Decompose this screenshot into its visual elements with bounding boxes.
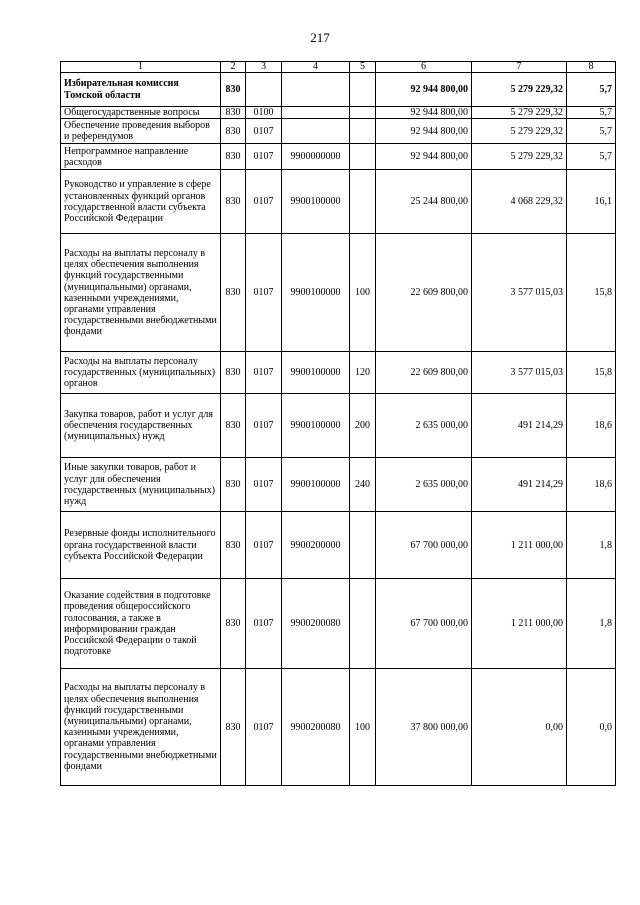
plan-amount-cell: 92 944 800,00 xyxy=(376,107,472,119)
expense-type-cell xyxy=(350,512,376,579)
table-row xyxy=(61,170,616,234)
percent-cell: 5,7 xyxy=(567,119,616,144)
row-name-cell: Избирательная комиссия Томской области xyxy=(61,73,221,107)
ministry-code-cell: 830 xyxy=(221,579,246,669)
expense-type-cell: 200 xyxy=(350,394,376,458)
actual-amount-cell: 1 211 000,00 xyxy=(472,512,567,579)
row-name-cell: Расходы на выплаты персоналу государственных (муниципальных) органов xyxy=(61,352,221,394)
actual-amount-cell: 5 279 229,32 xyxy=(472,73,567,107)
actual-amount-cell: 5 279 229,32 xyxy=(472,119,567,144)
row-name-cell: Иные закупки товаров, работ и услуг для обеспечения государственных (муниципальных) нужд xyxy=(61,458,221,512)
ministry-code-cell: 830 xyxy=(221,144,246,170)
ministry-code-cell: 830 xyxy=(221,669,246,786)
table-row xyxy=(61,394,616,458)
section-code-cell: 0107 xyxy=(246,512,282,579)
ministry-code-cell: 830 xyxy=(221,234,246,352)
target-article-cell xyxy=(282,73,350,107)
section-code-cell: 0107 xyxy=(246,458,282,512)
plan-amount-cell: 25 244 800,00 xyxy=(376,170,472,234)
expense-type-cell: 100 xyxy=(350,669,376,786)
ministry-code-cell: 830 xyxy=(221,107,246,119)
actual-amount-cell: 1 211 000,00 xyxy=(472,579,567,669)
section-code-cell: 0107 xyxy=(246,579,282,669)
percent-cell: 15,8 xyxy=(567,234,616,352)
actual-amount-cell: 3 577 015,03 xyxy=(472,352,567,394)
ministry-code-cell: 830 xyxy=(221,458,246,512)
table-row xyxy=(61,73,616,107)
section-code-cell: 0100 xyxy=(246,107,282,119)
target-article-cell: 9900200080 xyxy=(282,579,350,669)
section-code-cell: 0107 xyxy=(246,669,282,786)
table-row xyxy=(61,234,616,352)
plan-amount-cell: 92 944 800,00 xyxy=(376,144,472,170)
target-article-cell: 9900100000 xyxy=(282,458,350,512)
expense-type-cell: 100 xyxy=(350,234,376,352)
percent-cell: 1,8 xyxy=(567,579,616,669)
table-row xyxy=(61,512,616,579)
expense-type-cell xyxy=(350,170,376,234)
section-code-cell: 0107 xyxy=(246,144,282,170)
plan-amount-cell: 22 609 800,00 xyxy=(376,234,472,352)
section-code-cell xyxy=(246,73,282,107)
ministry-code-cell: 830 xyxy=(221,512,246,579)
row-name-cell: Расходы на выплаты персоналу в целях обеспечения выполнения функций государственными (муниципальными) органами, казенными учреждениями, органами управления государственными внебюджетными фондами xyxy=(61,234,221,352)
plan-amount-cell: 67 700 000,00 xyxy=(376,579,472,669)
expense-type-cell: 240 xyxy=(350,458,376,512)
section-code-cell: 0107 xyxy=(246,170,282,234)
row-name-cell: Обеспечение проведения выборов и референдумов xyxy=(61,119,221,144)
actual-amount-cell: 0,00 xyxy=(472,669,567,786)
section-code-cell: 0107 xyxy=(246,352,282,394)
actual-amount-cell: 491 214,29 xyxy=(472,394,567,458)
row-name-cell: Оказание содействия в подготовке проведения общероссийского голосования, а также в информировании граждан Российской Федерации о такой подготовке xyxy=(61,579,221,669)
plan-amount-cell: 22 609 800,00 xyxy=(376,352,472,394)
column-header: 3 xyxy=(246,62,282,73)
actual-amount-cell: 4 068 229,32 xyxy=(472,170,567,234)
row-name-cell: Закупка товаров, работ и услуг для обеспечения государственных (муниципальных) нужд xyxy=(61,394,221,458)
percent-cell: 15,8 xyxy=(567,352,616,394)
row-name-cell: Общегосударственные вопросы xyxy=(61,107,221,119)
ministry-code-cell: 830 xyxy=(221,394,246,458)
row-name-cell: Непрограммное направление расходов xyxy=(61,144,221,170)
table-row xyxy=(61,669,616,786)
table-row xyxy=(61,144,616,170)
ministry-code-cell: 830 xyxy=(221,73,246,107)
column-header: 8 xyxy=(567,62,616,73)
plan-amount-cell: 2 635 000,00 xyxy=(376,458,472,512)
expense-type-cell: 120 xyxy=(350,352,376,394)
table-row xyxy=(61,579,616,669)
target-article-cell: 9900000000 xyxy=(282,144,350,170)
expense-type-cell xyxy=(350,119,376,144)
target-article-cell: 9900100000 xyxy=(282,234,350,352)
section-code-cell: 0107 xyxy=(246,394,282,458)
plan-amount-cell: 2 635 000,00 xyxy=(376,394,472,458)
budget-table xyxy=(60,61,616,786)
percent-cell: 18,6 xyxy=(567,458,616,512)
row-name-cell: Резервные фонды исполнительного органа государственной власти субъекта Российской Федерации xyxy=(61,512,221,579)
target-article-cell xyxy=(282,119,350,144)
expense-type-cell xyxy=(350,144,376,170)
column-number-row xyxy=(61,62,616,73)
percent-cell: 16,1 xyxy=(567,170,616,234)
column-header: 1 xyxy=(61,62,221,73)
plan-amount-cell: 67 700 000,00 xyxy=(376,512,472,579)
actual-amount-cell: 3 577 015,03 xyxy=(472,234,567,352)
actual-amount-cell: 491 214,29 xyxy=(472,458,567,512)
section-code-cell: 0107 xyxy=(246,119,282,144)
plan-amount-cell: 37 800 000,00 xyxy=(376,669,472,786)
plan-amount-cell: 92 944 800,00 xyxy=(376,73,472,107)
table-row xyxy=(61,107,616,119)
page-number: 217 xyxy=(310,30,330,45)
row-name-cell: Расходы на выплаты персоналу в целях обеспечения выполнения функций государственными (муниципальными) органами, казенными учреждениями, органами управления государственными внебюджетными фондами xyxy=(61,669,221,786)
actual-amount-cell: 5 279 229,32 xyxy=(472,144,567,170)
column-header: 4 xyxy=(282,62,350,73)
percent-cell: 1,8 xyxy=(567,512,616,579)
percent-cell: 0,0 xyxy=(567,669,616,786)
target-article-cell: 9900100000 xyxy=(282,394,350,458)
percent-cell: 5,7 xyxy=(567,144,616,170)
target-article-cell: 9900200000 xyxy=(282,512,350,579)
target-article-cell: 9900100000 xyxy=(282,170,350,234)
ministry-code-cell: 830 xyxy=(221,352,246,394)
expense-type-cell xyxy=(350,73,376,107)
target-article-cell: 9900100000 xyxy=(282,352,350,394)
percent-cell: 5,7 xyxy=(567,107,616,119)
column-header: 2 xyxy=(221,62,246,73)
column-header: 7 xyxy=(472,62,567,73)
table-row xyxy=(61,458,616,512)
target-article-cell xyxy=(282,107,350,119)
target-article-cell: 9900200080 xyxy=(282,669,350,786)
table-row xyxy=(61,119,616,144)
percent-cell: 18,6 xyxy=(567,394,616,458)
table-row xyxy=(61,352,616,394)
section-code-cell: 0107 xyxy=(246,234,282,352)
actual-amount-cell: 5 279 229,32 xyxy=(472,107,567,119)
ministry-code-cell: 830 xyxy=(221,119,246,144)
expense-type-cell xyxy=(350,107,376,119)
percent-cell: 5,7 xyxy=(567,73,616,107)
plan-amount-cell: 92 944 800,00 xyxy=(376,119,472,144)
expense-type-cell xyxy=(350,579,376,669)
row-name-cell: Руководство и управление в сфере установленных функций органов государственной власти субъекта Российской Федерации xyxy=(61,170,221,234)
column-header: 5 xyxy=(350,62,376,73)
column-header: 6 xyxy=(376,62,472,73)
ministry-code-cell: 830 xyxy=(221,170,246,234)
